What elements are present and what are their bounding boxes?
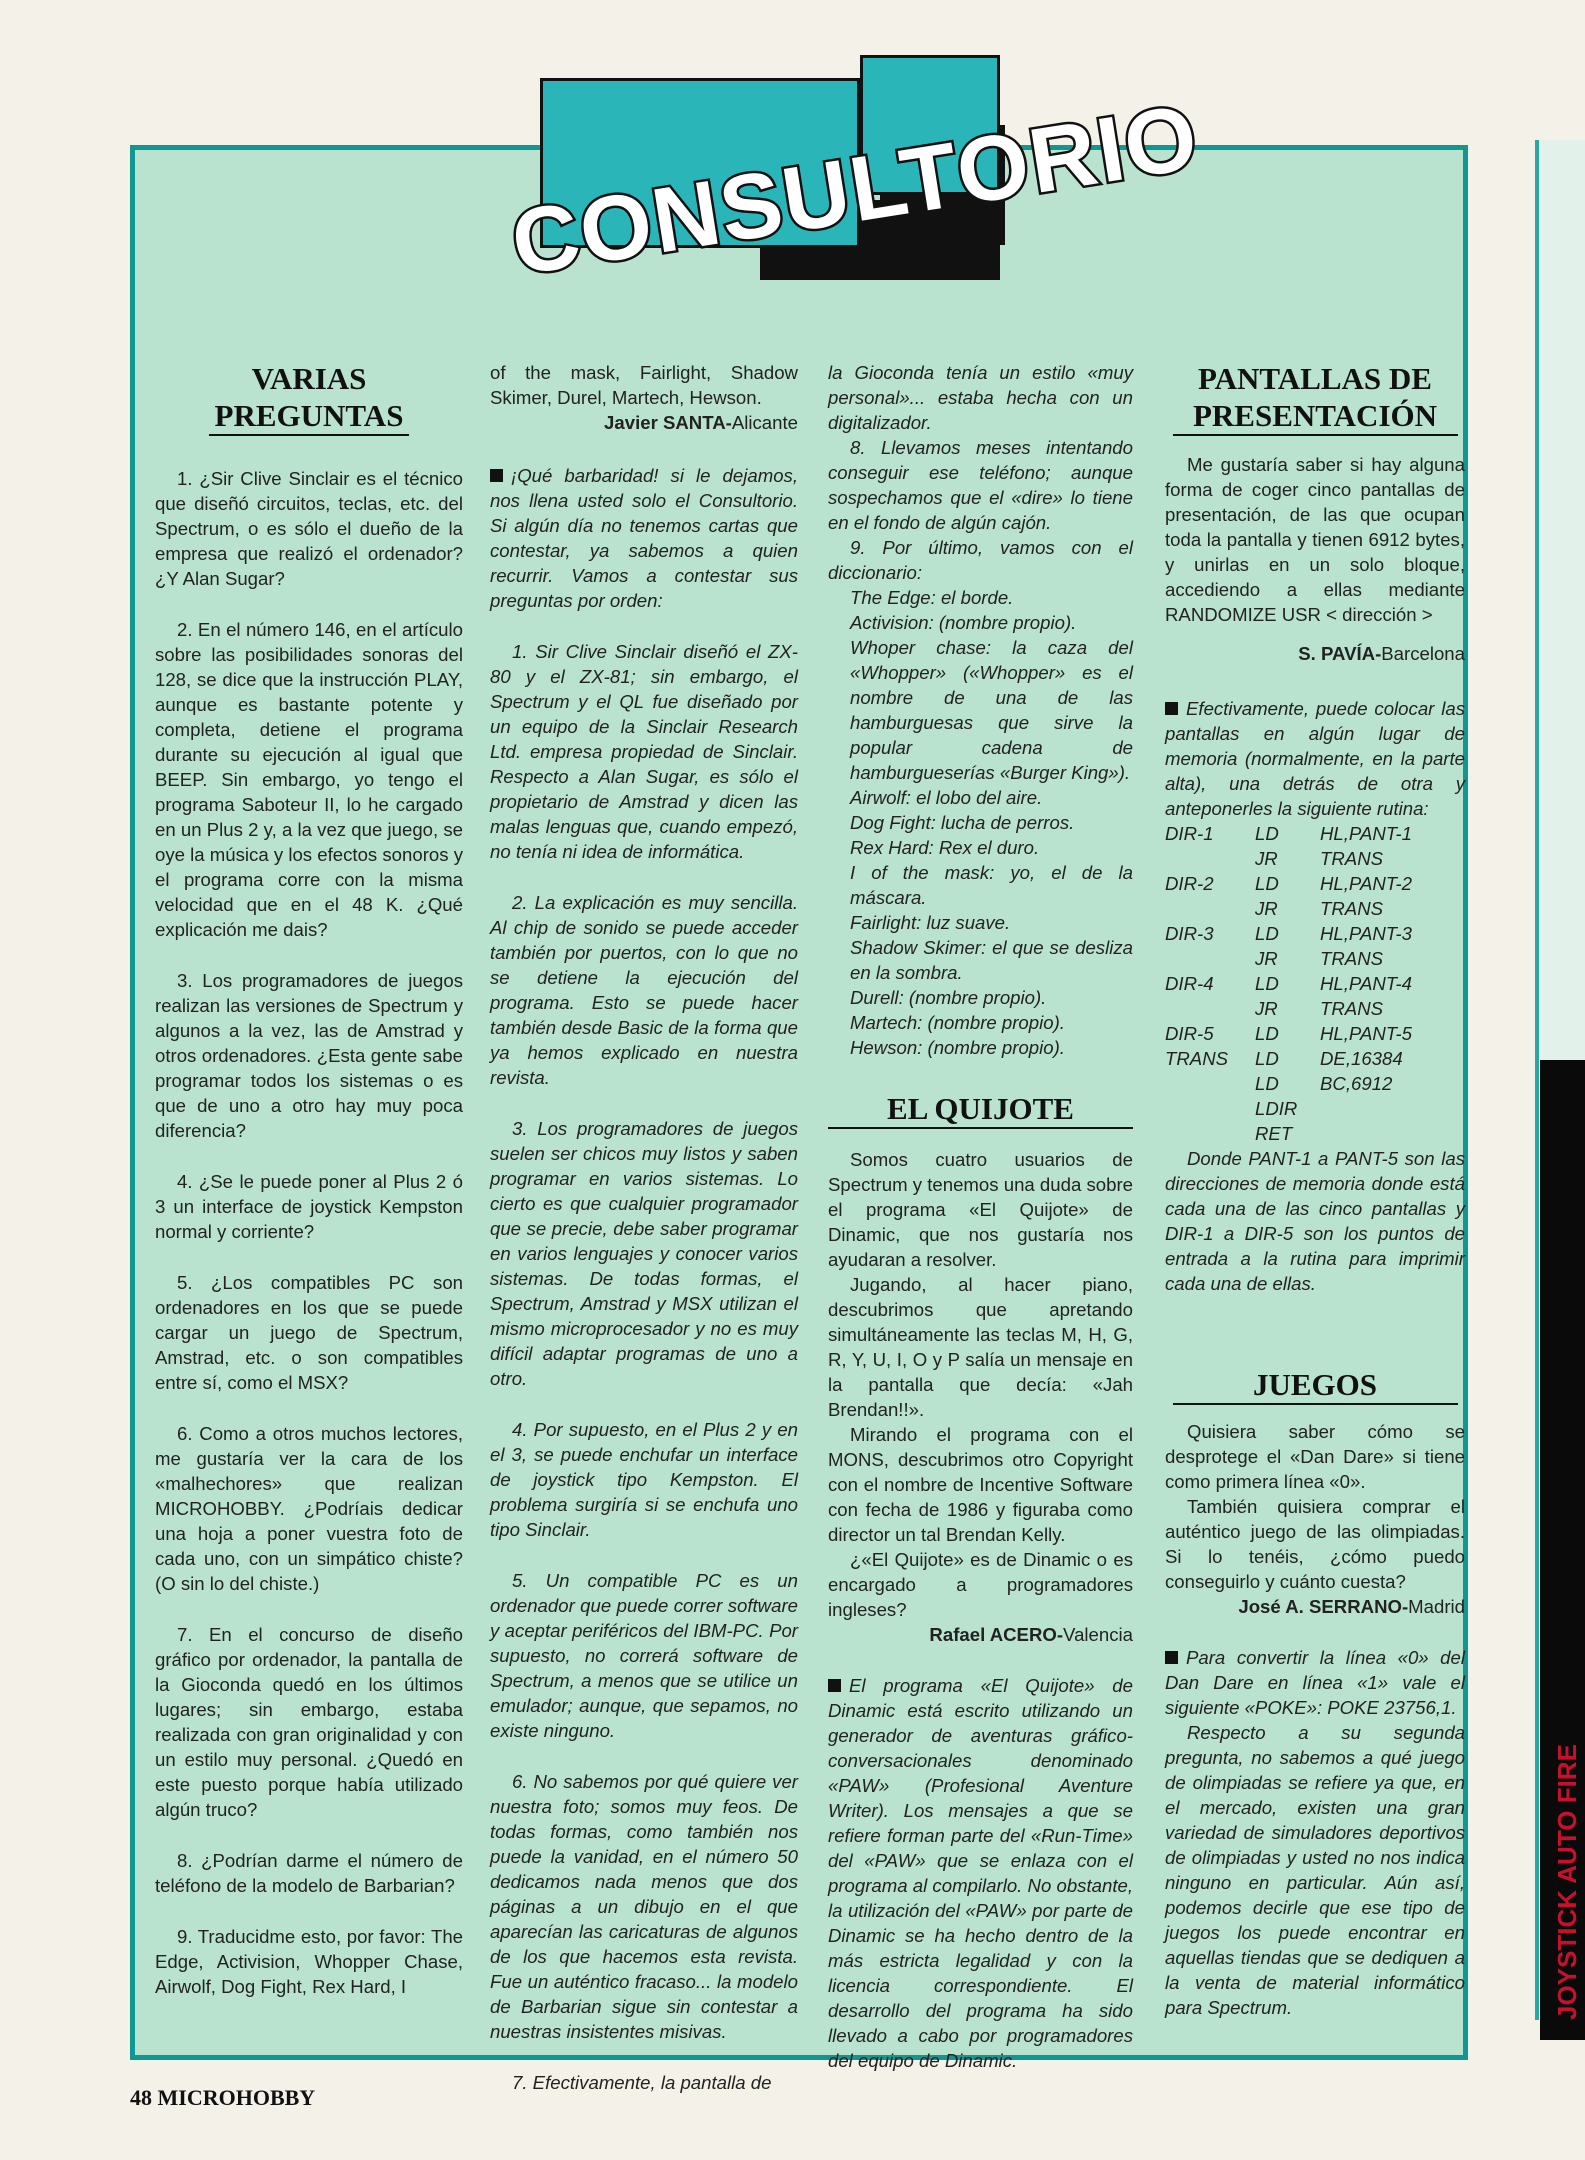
- dictionary-item: Martech: (nombre propio).: [850, 1012, 1065, 1033]
- column-4: [1165, 360, 1465, 2020]
- signature-s-pavia: [1165, 641, 1465, 666]
- answer-7-continued: la Gioconda tenía un estilo «muy personal»... estaba hecha con un digitalizador.: [828, 362, 1133, 433]
- question-1: 1. ¿Sir Clive Sinclair es el técnico que diseñó circuitos, teclas, etc. del Spectrum, o es sólo el dueño de la empresa que realizó el ordenador? ¿Y Alan Sugar?: [155, 468, 463, 589]
- question-7: 7. En el concurso de diseño gráfico por ordenador, la pantalla de la Gioconda quedó en los últimos lugares; sin embargo, estaba realizada con gran originalidad y con un estilo muy personal. ¿Quedó en este puesto porque había utilizado algún truco?: [155, 1624, 463, 1820]
- code-cell: [1165, 1096, 1255, 1121]
- page-footer: [130, 2085, 315, 2111]
- answer-1: 1. Sir Clive Sinclair diseñó el ZX-80 y el ZX-81; sin embargo, el Spectrum y el QL fue diseñado por un equipo de la Sinclair Research Ltd. empresa propiedad de Sinclair. Respecto a Alan Sugar, es sólo el propietario de Amstrad y dicen las malas lenguas que, cuando empezó, no tenía ni idea de informática.: [490, 641, 798, 862]
- question-8: 8. ¿Podrían darme el número de teléfono de la modelo de Barbarian?: [155, 1850, 463, 1896]
- answer-marker: [828, 1679, 841, 1692]
- code-cell: JR: [1255, 998, 1278, 1019]
- question-3: 3. Los programadores de juegos realizan las versiones de Spectrum y algunos a la vez, las de Amstrad y otros ordenadores. ¿Esta gente sabe programar todos los sistemas o es que de uno a otro hay muy poca diferencia?: [155, 970, 463, 1141]
- dictionary-item: I of the mask: yo, el de la máscara.: [850, 862, 1133, 908]
- heading-pantallas: PANTALLAS DE PRESENTACIÓN: [1173, 360, 1458, 436]
- juegos-answer-1: Para convertir la línea «0» del Dan Dare en línea «1» vale el siguiente «POKE»: POKE 23756,1.: [1165, 1647, 1465, 1718]
- answer-3: 3. Los programadores de juegos suelen ser chicos muy listos y saben programar en varios sistemas. Lo cierto es que cualquier programador que se precie, debe saber programar en varios lenguajes y conocer varios sistemas. De todas formas, el Spectrum, Amstrad y MSX utilizan el mismo microprocesador y no es muy difícil adaptar programas de uno a otro.: [490, 1118, 798, 1389]
- answer-6: 6. No sabemos por qué quiere ver nuestra foto; somos muy feos. De todas formas, como también nos puede la vanidad, en el número 50 dedicamos nada menos que dos páginas a un dibujo en el que aparecían las caricaturas de algunos de los que hacemos esta revista. Fue un auténtico fracaso... la modelo de Barbarian sigue sin contestar a nuestras insistentes misivas.: [490, 1771, 798, 2042]
- answer-7: 7. Efectivamente, la pantalla de: [512, 2072, 772, 2093]
- code-cell: TRANS: [1165, 1048, 1229, 1069]
- code-line: [1165, 996, 1425, 1021]
- signature-city: Barcelona: [1381, 643, 1465, 664]
- dictionary-item: Rex Hard: Rex el duro.: [850, 837, 1040, 858]
- answer-marker: [1165, 702, 1178, 715]
- code-line: [1165, 821, 1425, 846]
- code-cell: HL,PANT-1: [1320, 823, 1412, 844]
- answer-marker: [1165, 1651, 1178, 1664]
- juegos-question-2: También quisiera comprar el auténtico juego de las olimpiadas. Si lo tenéis, ¿cómo puedo conseguirlo y cuánto cuesta?: [1165, 1496, 1465, 1592]
- signature-jose-serrano: [1165, 1594, 1465, 1619]
- code-cell: DE,16384: [1320, 1048, 1403, 1069]
- code-line: [1165, 921, 1425, 946]
- code-note: Donde PANT-1 a PANT-5 son las direcciones de memoria donde está cada una de las cinco pantallas y DIR-1 a DIR-5 son los puntos de entrada a la rutina para imprimir cada una de ellas.: [1165, 1148, 1465, 1294]
- signature-city: Alicante: [731, 412, 798, 433]
- dictionary-item: Fairlight: luz suave.: [850, 912, 1011, 933]
- section-title-logo: [500, 30, 1206, 295]
- code-cell: LD: [1255, 1073, 1279, 1094]
- code-cell: JR: [1255, 948, 1278, 969]
- code-line: [1165, 1021, 1425, 1046]
- answer-marker: [490, 469, 503, 482]
- code-cell: [1165, 1121, 1255, 1146]
- signature-name: Javier SANTA-: [604, 412, 732, 433]
- code-line: [1165, 1071, 1425, 1096]
- code-cell: DIR-4: [1165, 973, 1214, 994]
- code-cell: TRANS: [1320, 998, 1384, 1019]
- code-cell: [1165, 896, 1255, 921]
- code-cell: HL,PANT-3: [1320, 923, 1412, 944]
- code-cell: [1320, 1121, 1425, 1146]
- code-cell: [1165, 846, 1255, 871]
- code-line: [1165, 1121, 1425, 1146]
- code-line: [1165, 896, 1425, 921]
- code-cell: BC,6912: [1320, 1073, 1393, 1094]
- question-9-continued: of the mask, Fairlight, Shadow Skimer, Durel, Martech, Hewson.: [490, 362, 798, 408]
- code-cell: [1165, 1071, 1255, 1096]
- heading-juegos: JUEGOS: [1173, 1366, 1458, 1405]
- code-cell: [1320, 1096, 1425, 1121]
- code-cell: HL,PANT-4: [1320, 973, 1412, 994]
- answer-5: 5. Un compatible PC es un ordenador que puede correr software y aceptar periféricos del IBM-PC. Por supuesto, no correrá software de Spectrum, a menos que se utilice un emulador; aunque, que sepamos, no existe ninguno.: [490, 1570, 798, 1741]
- code-line: [1165, 871, 1425, 896]
- code-line: [1165, 971, 1425, 996]
- quijote-question-2: Jugando, al hacer piano, descubrimos que apretando simultáneamente las teclas M, H, G, R, Y, U, I, O y P salía un mensaje en la pantalla que decía: «Jah Brendan!!».: [828, 1274, 1133, 1420]
- answer-2: 2. La explicación es muy sencilla. Al chip de sonido se puede acceder también por puertos, con lo que no se detiene la ejecución del programa. Esto se puede hacer también desde Basic de la forma que ya hemos explicado en nuestra revista.: [490, 892, 798, 1088]
- dictionary-item: Hewson: (nombre propio).: [850, 1037, 1065, 1058]
- pantallas-question: Me gustaría saber si hay alguna forma de coger cinco pantallas de presentación, de las que ocupan toda la pantalla y tienen 6912 bytes, y unirlas en un solo bloque, accediendo a ellas mediante RANDOMIZE USR < dirección >: [1165, 454, 1465, 625]
- signature-rafael-acero: [828, 1622, 1133, 1647]
- code-cell: JR: [1255, 848, 1278, 869]
- code-cell: LD: [1255, 923, 1279, 944]
- code-cell: RET: [1255, 1123, 1293, 1144]
- code-cell: LD: [1255, 823, 1279, 844]
- dictionary-item: Shadow Skimer: el que se desliza en la sombra.: [850, 937, 1133, 983]
- code-line: [1165, 946, 1425, 971]
- code-cell: DIR-1: [1165, 823, 1214, 844]
- code-cell: LDIR: [1255, 1098, 1298, 1119]
- column-2: [490, 360, 798, 2095]
- code-cell: HL,PANT-5: [1320, 1023, 1412, 1044]
- quijote-question-1: Somos cuatro usuarios de Spectrum y tenemos una duda sobre el programa «El Quijote» de Dinamic, que nos gustaría nos ayudaran a resolver.: [828, 1149, 1133, 1270]
- pantallas-answer: Efectivamente, puede colocar las pantallas en algún lugar de memoria (normalmente, en la parte alta), una detrás de otra y anteponerles la siguiente rutina:: [1165, 698, 1465, 819]
- dictionary-item: Dog Fight: lucha de perros.: [850, 812, 1075, 833]
- answer-intro: ¡Qué barbaridad! si le dejamos, nos llena usted solo el Consultorio. Si algún día no tenemos cartas que contestar, ya sabemos a quien recurrir. Vamos a contestar sus preguntas por orden:: [490, 465, 798, 611]
- section-title: CONSULTORIO: [505, 85, 1206, 295]
- code-listing: [1165, 821, 1425, 1146]
- question-5: 5. ¿Los compatibles PC son ordenadores en los que se puede cargar un juego de Spectrum, Amstrad, etc. o son compatibles entre sí, como el MSX?: [155, 1272, 463, 1393]
- code-cell: LD: [1255, 973, 1279, 994]
- code-cell: HL,PANT-2: [1320, 873, 1412, 894]
- dictionary-item: Activision: (nombre propio).: [850, 612, 1077, 633]
- dictionary-item: Whoper chase: la caza del «Whopper» («Whopper» es el nombre de una de las hamburguesas que sirve la popular cadena de hamburgueserías «Burger King»).: [850, 637, 1133, 783]
- answer-4: 4. Por supuesto, en el Plus 2 y en el 3, se puede enchufar un interface de joystick tipo Kempston. El problema surgiría si se enchufa uno tipo Sinclair.: [490, 1419, 798, 1540]
- quijote-question-3: Mirando el programa con el MONS, descubrimos otro Copyright con el nombre de Incentive Software con fecha de 1986 y figuraba como director un tal Brendan Kelly.: [828, 1424, 1133, 1545]
- question-4: 4. ¿Se le puede poner al Plus 2 ó 3 un interface de joystick Kempston normal y corriente?: [155, 1171, 463, 1242]
- code-cell: JR: [1255, 898, 1278, 919]
- signature-javier-santa: [490, 410, 798, 435]
- magazine-name: MICROHOBBY: [157, 2085, 316, 2110]
- code-line: [1165, 1046, 1425, 1071]
- code-cell: [1165, 996, 1255, 1021]
- code-cell: TRANS: [1320, 898, 1384, 919]
- code-cell: DIR-5: [1165, 1023, 1214, 1044]
- answer-8: 8. Llevamos meses intentando conseguir ese teléfono; aunque sospechamos que el «dire» lo tiene en el fondo de algún cajón.: [828, 437, 1133, 533]
- code-line: [1165, 846, 1425, 871]
- code-cell: TRANS: [1320, 948, 1384, 969]
- signature-city: Madrid: [1408, 1596, 1465, 1617]
- code-cell: DIR-3: [1165, 923, 1214, 944]
- juegos-question-1: Quisiera saber cómo se desprotege el «Dan Dare» si tiene como primera línea «0».: [1165, 1421, 1465, 1492]
- code-cell: TRANS: [1320, 848, 1384, 869]
- signature-name: José A. SERRANO-: [1238, 1596, 1409, 1617]
- answer-9: 9. Por último, vamos con el diccionario:: [828, 537, 1133, 583]
- side-label: JOYSTICK AUTO FIRE: [1552, 1744, 1582, 2020]
- code-cell: DIR-2: [1165, 873, 1214, 894]
- column-3: [828, 360, 1133, 2073]
- dictionary-item: Airwolf: el lobo del aire.: [850, 787, 1043, 808]
- heading-varias-preguntas: VARIAS PREGUNTAS: [209, 360, 409, 436]
- question-6: 6. Como a otros muchos lectores, me gustaría ver la cara de los «malhechores» que realizan MICROHOBBY. ¿Podríais dedicar una hoja a poner vuestra foto de cada uno, con un simpático chiste? (O sin lo del chiste.): [155, 1423, 463, 1594]
- juegos-answer-2: Respecto a su segunda pregunta, no sabemos a qué juego de olimpiadas se refiere ya que, en el mercado, existen una gran variedad de simuladores deportivos de olimpiadas y usted no nos indica ninguno en particular. Aún así, podemos decirle que ese tipo de juegos los puede encontrar en aquellas tiendas que se dediquen a la venta de material informático para Spectrum.: [1165, 1722, 1465, 2018]
- heading-el-quijote: EL QUIJOTE: [828, 1090, 1133, 1129]
- quijote-question-4: ¿«El Quijote» es de Dinamic o es encargado a programadores ingleses?: [828, 1549, 1133, 1620]
- code-cell: LD: [1255, 1023, 1279, 1044]
- question-2: 2. En el número 146, en el artículo sobre las posibilidades sonoras del 128, se dice que la instrucción PLAY, aunque es bastante potente y completa, detiene el programa durante su ejecución al igual que BEEP. Sin embargo, yo tengo el programa Saboteur II, lo he cargado en un Plus 2 y, a la vez que juego, se oye la música y los efectos sonoros y el programa corre con la misma velocidad que en el 48 K. ¿Qué explicación me dais?: [155, 619, 463, 940]
- dictionary-item: Durell: (nombre propio).: [850, 987, 1047, 1008]
- signature-city: Valencia: [1063, 1624, 1133, 1645]
- signature-name: S. PAVÍA-: [1298, 643, 1382, 664]
- page-number: 48: [130, 2085, 152, 2110]
- code-cell: LD: [1255, 1048, 1279, 1069]
- code-cell: [1165, 946, 1255, 971]
- code-line: [1165, 1096, 1425, 1121]
- dictionary-item: The Edge: el borde.: [850, 587, 1014, 608]
- quijote-answer: El programa «El Quijote» de Dinamic está escrito utilizando un generador de aventuras gráfico-conversacionales denominado «PAW» (Profesional Aventure Writer). Los mensajes a que se refiere forman parte del «Run-Time» del «PAW» que se enlaza con el programa al compilarlo. No obstante, la utilización del «PAW» por parte de Dinamic se ha hecho dentro de la más estricta legalidad y con la licencia correspondiente. El desarrollo del programa ha sido llevado a cabo por programadores del equipo de Dinamic.: [828, 1675, 1133, 2071]
- question-9: 9. Traducidme esto, por favor: The Edge, Activision, Whopper Chase, Airwolf, Dog Fight, Rex Hard, I: [155, 1926, 463, 1997]
- code-cell: LD: [1255, 873, 1279, 894]
- dictionary-list: [828, 585, 1133, 1060]
- column-1: [155, 360, 463, 1999]
- signature-name: Rafael ACERO-: [929, 1624, 1064, 1645]
